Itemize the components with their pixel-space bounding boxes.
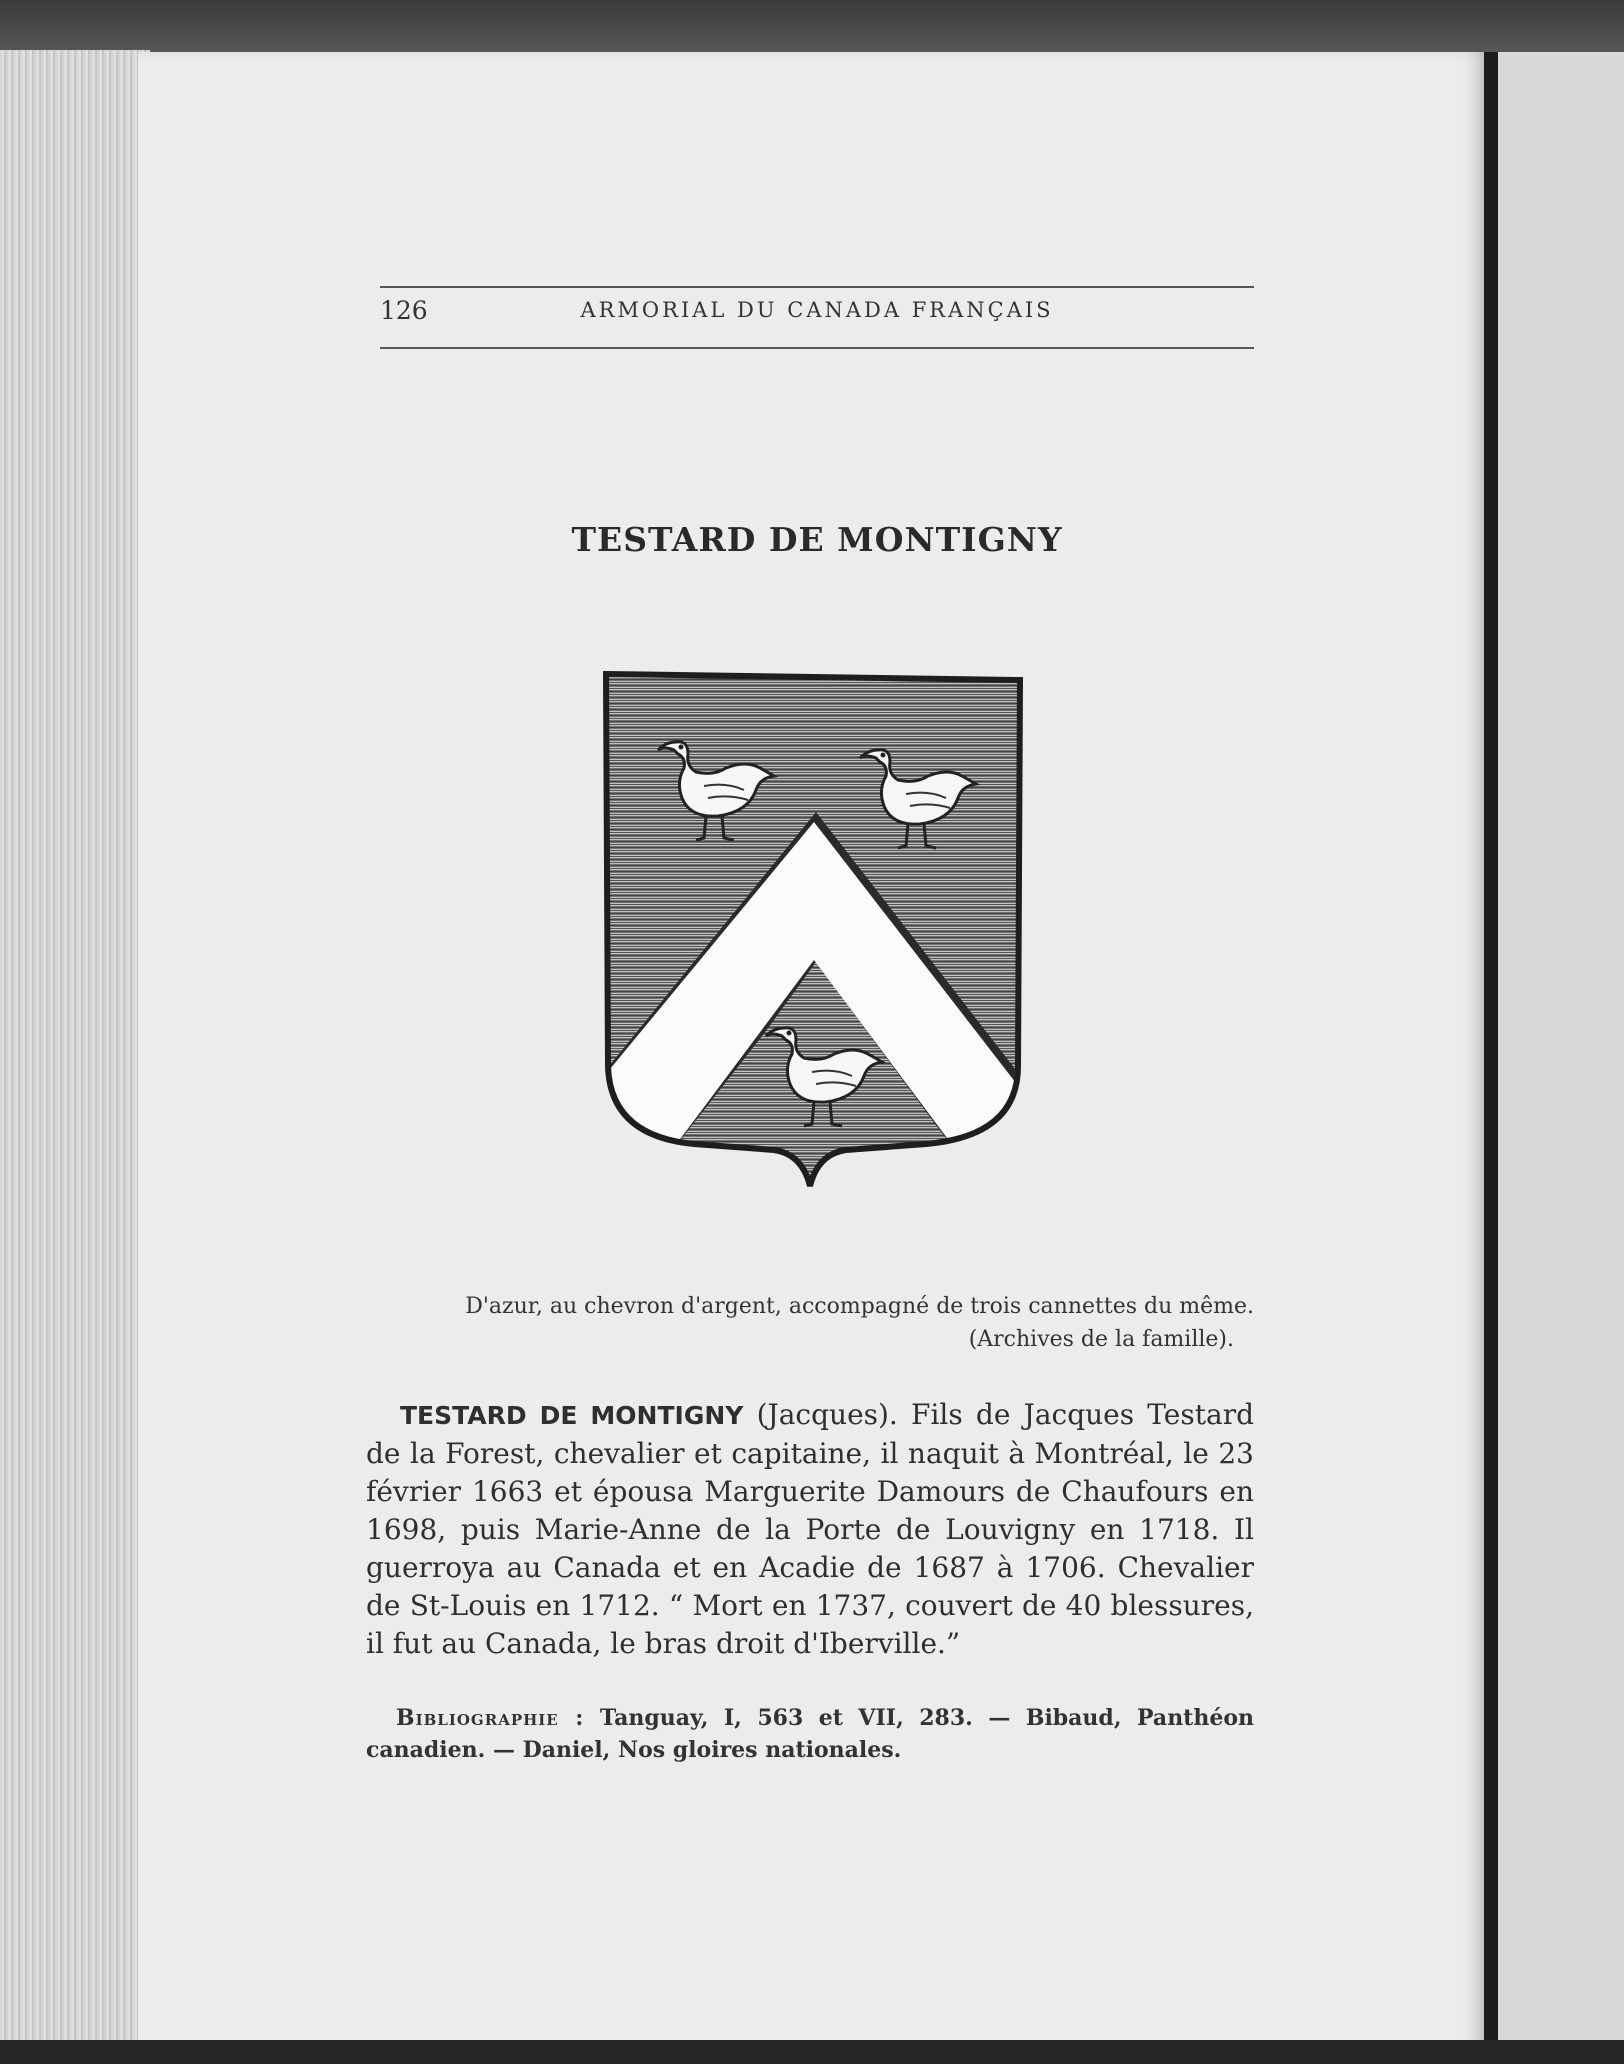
facing-page	[1498, 52, 1624, 2064]
bibliography	[366, 1702, 1254, 1766]
running-title: ARMORIAL DU CANADA FRANÇAIS	[580, 298, 1054, 322]
page-number: 126	[380, 296, 428, 325]
blazon-source: (Archives de la famille).	[968, 1327, 1234, 1352]
entry-title: TESTARD DE MONTIGNY	[571, 520, 1063, 559]
biography-text: (Jacques). Fils de Jacques Testard de la Forest, chevalier et capitaine, il naquit à Montréal, le 23 février 1663 et épousa Marguerite Damours de Chaufours en 1698, puis Marie-Anne de la Porte de Louvigny en 1718. Il guerroya au Canada et en Acadie de 1687 à 1706. Chevalier de St-Louis en 1712. “ Mort en 1737, couvert de 40 blessures, il fut au Canada, le bras droit d'Iberville.”	[366, 1398, 1255, 1660]
book-gutter	[1484, 52, 1498, 2064]
biography-paragraph	[366, 1396, 1254, 1663]
bibliography-text: Tanguay, I, 563 et VII, 283. — Bibaud, Panthéon canadien. — Daniel, Nos gloires nationales.	[366, 1705, 1255, 1763]
book-page-edges	[0, 50, 150, 2064]
blazon-caption	[380, 1290, 1254, 1356]
bibliography-label: Bibliographie :	[396, 1705, 585, 1731]
scan-bottom-border	[0, 2040, 1624, 2064]
running-head	[380, 296, 1254, 336]
header-rule-bottom	[380, 347, 1254, 349]
header-rule-top	[380, 286, 1254, 288]
shield-chevron-three-ducklings-icon	[596, 666, 1028, 1206]
scan-top-border	[0, 0, 1624, 58]
blazon-text: D'azur, au chevron d'argent, accompagné de trois cannettes du même.	[465, 1294, 1254, 1319]
biography-name: TESTARD DE MONTIGNY	[400, 1401, 744, 1430]
